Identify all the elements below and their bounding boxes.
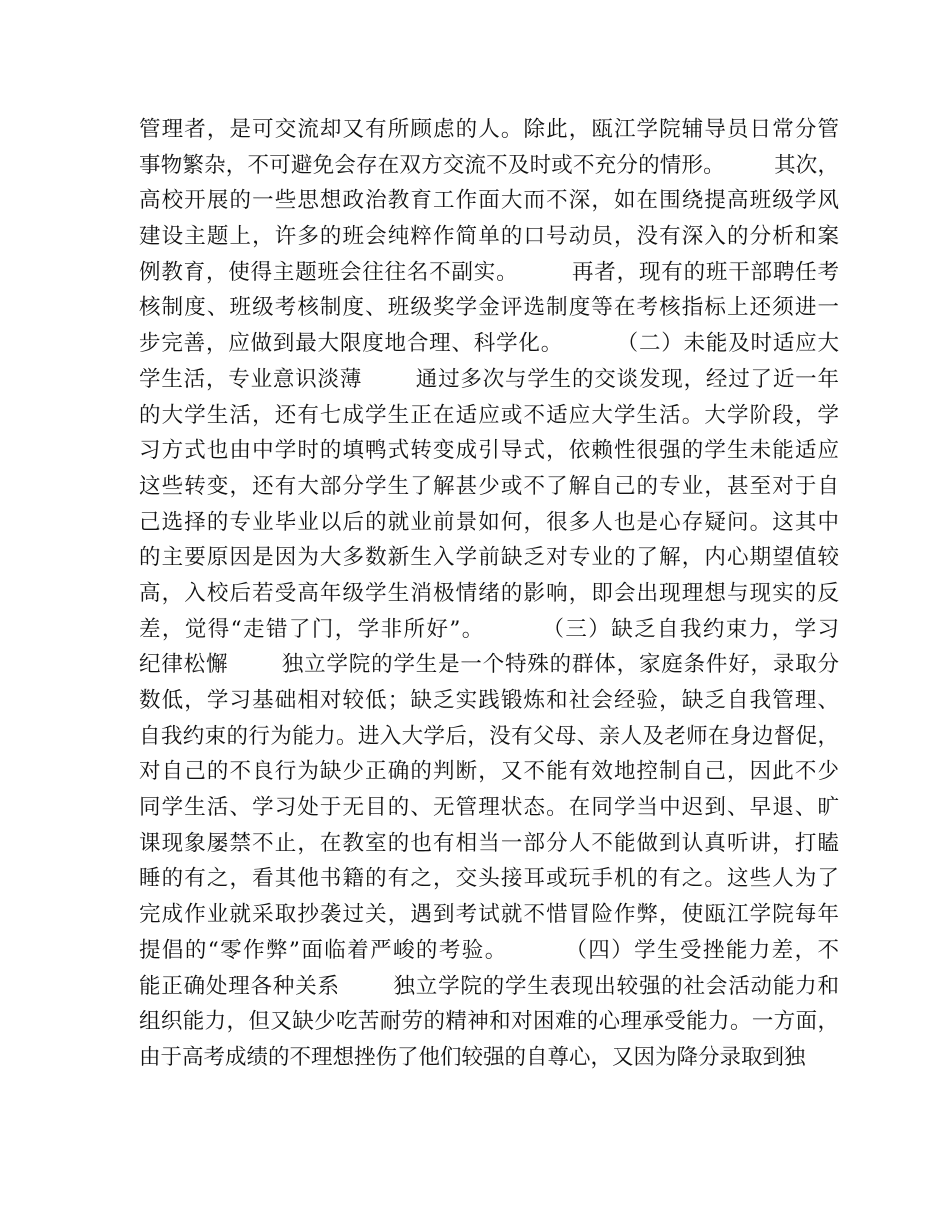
text-line: 这些转变，还有大部分学生了解甚少或不了解自己的专业，甚至对于自 <box>139 473 839 499</box>
text-line: 习方式也由中学时的填鸭式转变成引导式，依赖性很强的学生未能适应 <box>139 438 839 464</box>
text-line: 高，入校后若受高年级学生消极情绪的影响，即会出现理想与现实的反 <box>139 580 839 606</box>
text-line: 完成作业就采取抄袭过关，遇到考试就不惜冒险作弊，使瓯江学院每年 <box>139 902 839 928</box>
text-line: 核制度、班级考核制度、班级奖学金评选制度等在考核指标上还须进一 <box>139 295 839 321</box>
text-line: 能正确处理各种关系 独立学院的学生表现出较强的社会活动能力和 <box>139 973 839 999</box>
text-line: 高校开展的一些思想政治教育工作面大而不深，如在围绕提高班级学风 <box>139 188 839 214</box>
text-line: 提倡的“零作弊”面临着严峻的考验。 （四）学生受挫能力差，不 <box>139 937 839 963</box>
text-line: 事物繁杂，不可避免会存在双方交流不及时或不充分的情形。 其次， <box>139 152 839 178</box>
text-line: 自我约束的行为能力。进入大学后，没有父母、亲人及老师在身边督促， <box>139 723 839 749</box>
text-line: 纪律松懈 独立学院的学生是一个特殊的群体，家庭条件好，录取分 <box>139 652 839 678</box>
text-line: 己选择的专业毕业以后的就业前景如何，很多人也是心存疑问。这其中 <box>139 509 839 535</box>
text-line: 由于高考成绩的不理想挫伤了他们较强的自尊心，又因为降分录取到独 <box>139 1044 806 1070</box>
body-text <box>139 112 839 1076</box>
text-line: 学生活，专业意识淡薄 通过多次与学生的交谈发现，经过了近一年 <box>139 366 839 392</box>
text-line: 例教育，使得主题班会往往名不副实。 再者，现有的班干部聘任考 <box>139 259 839 285</box>
text-line: 组织能力，但又缺少吃苦耐劳的精神和对困难的心理承受能力。一方面， <box>139 1009 839 1035</box>
text-line: 数低，学习基础相对较低；缺乏实践锻炼和社会经验，缺乏自我管理、 <box>139 688 839 713</box>
text-line: 对自己的不良行为缺少正确的判断，又不能有效地控制自己，因此不少 <box>139 759 839 785</box>
text-line: 睡的有之，看其他书籍的有之，交头接耳或玩手机的有之。这些人为了 <box>139 866 839 892</box>
text-line: 差，觉得“走错了门，学非所好”。 （三）缺乏自我约束力，学习 <box>139 616 839 642</box>
text-line: 的大学生活，还有七成学生正在适应或不适应大学生活。大学阶段，学 <box>139 402 839 428</box>
text-line: 步完善，应做到最大限度地合理、科学化。 （二）未能及时适应大 <box>139 331 839 357</box>
text-line: 课现象屡禁不止，在教室的也有相当一部分人不能做到认真听讲，打瞌 <box>139 830 839 856</box>
text-line: 建设主题上，许多的班会纯粹作简单的口号动员，没有深入的分析和案 <box>139 224 839 250</box>
text-line: 管理者，是可交流却又有所顾虑的人。除此，瓯江学院辅导员日常分管 <box>139 117 839 142</box>
text-line: 同学生活、学习处于无目的、无管理状态。在同学当中迟到、早退、旷 <box>139 795 839 821</box>
text-line: 的主要原因是因为大多数新生入学前缺乏对专业的了解，内心期望值较 <box>139 545 839 571</box>
